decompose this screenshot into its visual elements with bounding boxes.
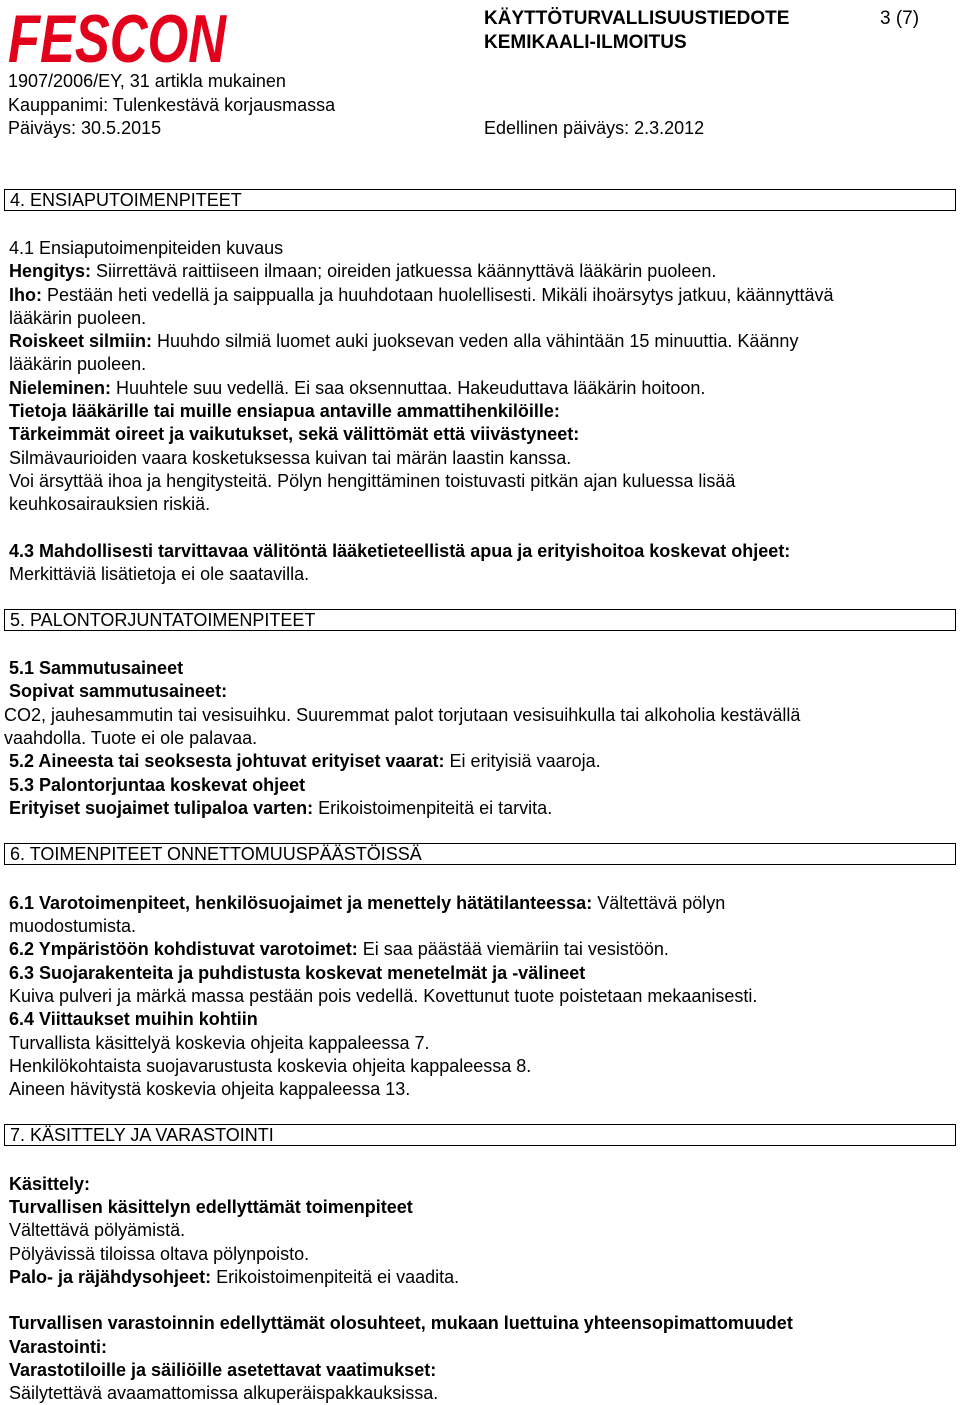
subsection-6-3-text: Kuiva pulveri ja märkä massa pestään pois vedellä. Kovettunut tuote poistetaan mekaanisesti. — [9, 986, 758, 1006]
skin-text-2: lääkärin puoleen. — [9, 308, 147, 328]
safe-handling-text-1: Vältettävä pölyämistä. — [9, 1220, 186, 1240]
section-7-heading: 7. KÄSITTELY JA VARASTOINTI — [4, 1124, 956, 1146]
eyes-text: Roiskeet silmiin: Huuhdo silmiä luomet auki juoksevan veden alla vähintään 15 minuuttia. Käänny — [9, 331, 799, 351]
safe-handling-label: Turvallisen käsittelyn edellyttämät toimenpiteet — [9, 1197, 413, 1217]
trade-name: Kauppanimi: Tulenkestävä korjausmassa — [8, 95, 336, 115]
doctor-info-label: Tietoja lääkärille tai muille ensiapua antaville ammattihenkilöille: — [9, 401, 560, 421]
regulation-text: 1907/2006/EY, 31 artikla mukainen — [8, 71, 286, 91]
subsection-5-1: 5.1 Sammutusaineet — [9, 658, 184, 678]
swallowing-text: Nieleminen: Huuhtele suu vedellä. Ei saa oksennuttaa. Hakeuduttava lääkärin hoitoon. — [9, 378, 706, 398]
safe-storage-label: Turvallisen varastoinnin edellyttämät olosuhteet, mukaan luettuina yhteensopimattomuudet — [9, 1313, 793, 1333]
svg-text:FESCON: FESCON — [8, 6, 228, 68]
suitable-media-text-1: CO2, jauhesammutin tai vesisuihku. Suuremmat palot torjutaan vesisuihkulla tai alkoholia kestävällä — [4, 705, 801, 725]
suitable-media-label: Sopivat sammutusaineet: — [9, 681, 228, 701]
eyes-text-2: lääkärin puoleen. — [9, 354, 147, 374]
subsection-5-2: 5.2 Aineesta tai seoksesta johtuvat erityiset vaarat: Ei erityisiä vaaroja. — [9, 751, 601, 771]
suitable-media-text-2: vaahdolla. Tuote ei ole palavaa. — [4, 728, 258, 748]
subsection-4-3-text: Merkittäviä lisätietoja ei ole saatavilla. — [9, 564, 310, 584]
page-number: 3 (7) — [880, 8, 920, 29]
symptoms-text-2: Voi ärsyttää ihoa ja hengitysteitä. Pölyn hengittäminen toistuvasti pitkän ajan kuluessa lisää — [9, 471, 736, 491]
subsection-5-3: 5.3 Palontorjuntaa koskevat ohjeet — [9, 775, 306, 795]
symptoms-label: Tärkeimmät oireet ja vaikutukset, sekä välittömät että viivästyneet: — [9, 424, 580, 444]
handling-label: Käsittely: — [9, 1174, 91, 1194]
document-header — [0, 0, 960, 150]
symptoms-text-3: keuhkosairauksien riskiä. — [9, 494, 211, 514]
breathing-text: Hengitys: Siirrettävä raittiiseen ilmaan; oireiden jatkuessa käännyttävä lääkärin puoleen. — [9, 261, 717, 281]
section-5-heading: 5. PALONTORJUNTATOIMENPITEET — [4, 609, 956, 631]
previous-date: Edellinen päiväys: 2.3.2012 — [484, 118, 705, 138]
symptoms-text-1: Silmävaurioiden vaara kosketuksessa kuivan tai märän laastin kanssa. — [9, 448, 572, 468]
subsection-6-4-text-2: Henkilökohtaista suojavarustusta koskevia ohjeita kappaleessa 8. — [9, 1056, 532, 1076]
subsection-6-4: 6.4 Viittaukset muihin kohtiin — [9, 1009, 258, 1029]
skin-text: Iho: Pestään heti vedellä ja saippualla ja huuhdotaan huolellisesti. Mikäli ihoärsytys jatkuu, käännyttävä — [9, 285, 834, 305]
subsection-4-3: 4.3 Mahdollisesti tarvittavaa välitöntä lääketieteellistä apua ja erityishoitoa koskevat ohjeet: — [9, 541, 791, 561]
subsection-6-1: 6.1 Varotoimenpiteet, henkilösuojaimet ja menettely hätätilanteessa: Vältettävä pölyn — [9, 893, 726, 913]
document-title: KÄYTTÖTURVALLISUUSTIEDOTE KEMIKAALI-ILMOITUS — [484, 8, 790, 53]
subsection-6-3: 6.3 Suojarakenteita ja puhdistusta koskevat menetelmät ja -välineet — [9, 963, 586, 983]
protective-equipment-text: Erityiset suojaimet tulipaloa varten: Erikoistoimenpiteitä ei tarvita. — [9, 798, 553, 818]
storage-requirements-text: Säilytettävä avaamattomissa alkuperäispakkauksissa. — [9, 1383, 439, 1403]
storage-label: Varastointi: — [9, 1337, 108, 1357]
subsection-6-4-text-3: Aineen hävitystä koskevia ohjeita kappaleessa 13. — [9, 1079, 411, 1099]
safe-handling-text-2: Pölyävissä tiloissa oltava pölynpoisto. — [9, 1244, 310, 1264]
subsection-4-1: 4.1 Ensiaputoimenpiteiden kuvaus — [9, 238, 284, 258]
date: Päiväys: 30.5.2015 — [8, 118, 162, 138]
section-4-heading: 4. ENSIAPUTOIMENPITEET — [4, 189, 956, 211]
fire-explosion-text: Palo- ja räjähdysohjeet: Erikoistoimenpiteitä ei vaadita. — [9, 1267, 460, 1287]
subsection-6-2: 6.2 Ympäristöön kohdistuvat varotoimet: Ei saa päästää viemäriin tai vesistöön. — [9, 939, 669, 959]
section-6-heading: 6. TOIMENPITEET ONNETTOMUUSPÄÄSTÖISSÄ — [4, 843, 956, 865]
subsection-6-4-text-1: Turvallista käsittelyä koskevia ohjeita kappaleessa 7. — [9, 1033, 430, 1053]
fescon-logo — [8, 6, 228, 68]
storage-requirements-label: Varastotiloille ja säiliöille asetettavat vaatimukset: — [9, 1360, 437, 1380]
subsection-6-1-text-2: muodostumista. — [9, 916, 137, 936]
